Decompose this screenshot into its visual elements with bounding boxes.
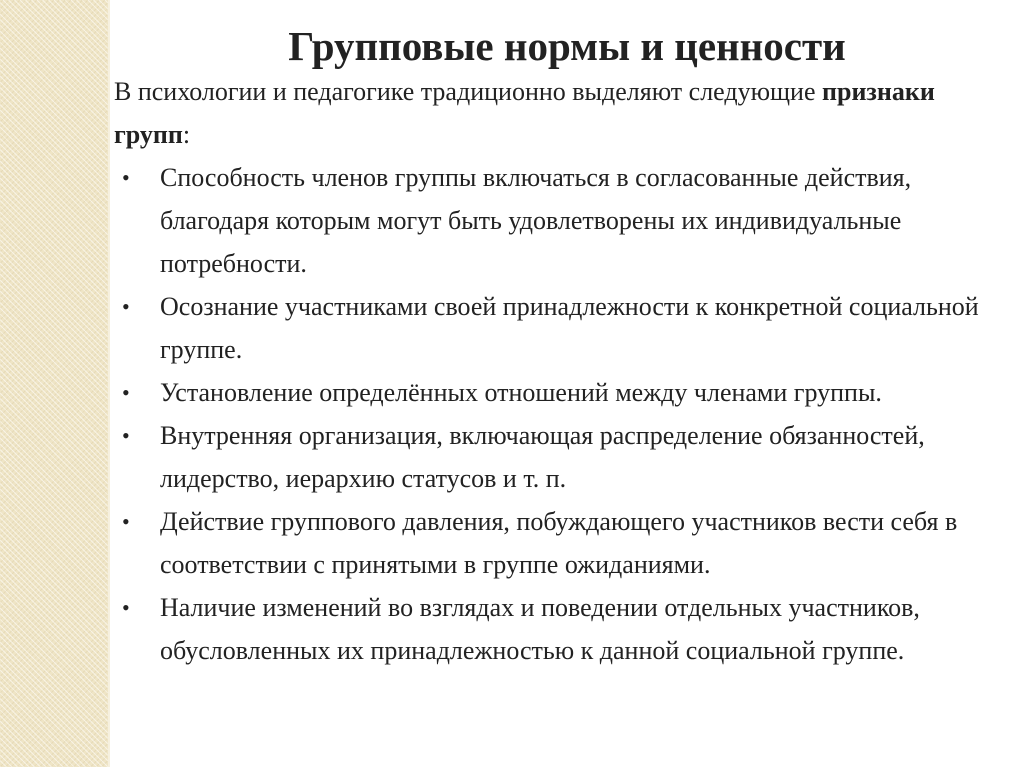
list-item (114, 156, 1014, 285)
list-item (114, 414, 1014, 500)
list-item-text: Установление определённых отношений между членами группы. (160, 378, 882, 407)
list-item (114, 371, 1014, 414)
list-item-text: Осознание участниками своей принадлежности к конкретной социальной группе. (160, 292, 979, 364)
decorative-side-strip (0, 0, 108, 767)
bullet-icon: • (122, 165, 130, 190)
bullet-icon: • (122, 423, 130, 448)
slide-content (114, 70, 1014, 672)
bullet-icon: • (122, 595, 130, 620)
list-item-text: Способность членов группы включаться в согласованные действия, благодаря которым могут быть удовлетворены их индивидуальные потребности. (160, 163, 912, 278)
slide-title: Групповые нормы и ценности (288, 23, 846, 69)
intro-text: В психологии и педагогике традиционно выделяют следующие (114, 77, 823, 106)
feature-list (114, 156, 1014, 672)
intro-paragraph (114, 70, 1014, 156)
list-item-text: Внутренняя организация, включающая распределение обязанностей, лидерство, иерархию статусов и т. п. (160, 421, 925, 493)
list-item (114, 586, 1014, 672)
list-item-text: Наличие изменений во взглядах и поведении отдельных участников, обусловленных их принадлежностью к данной социальной группе. (160, 593, 920, 665)
intro-bold-term: признаки групп (114, 77, 935, 149)
intro-colon: : (182, 120, 191, 149)
list-item (114, 285, 1014, 371)
list-item-text: Действие группового давления, побуждающего участников вести себя в соответствии с принятыми в группе ожиданиями. (160, 507, 958, 579)
bullet-icon: • (122, 294, 130, 319)
list-item (114, 500, 1014, 586)
side-strip-edge (108, 0, 110, 767)
bullet-icon: • (122, 509, 130, 534)
bullet-icon: • (122, 380, 130, 405)
